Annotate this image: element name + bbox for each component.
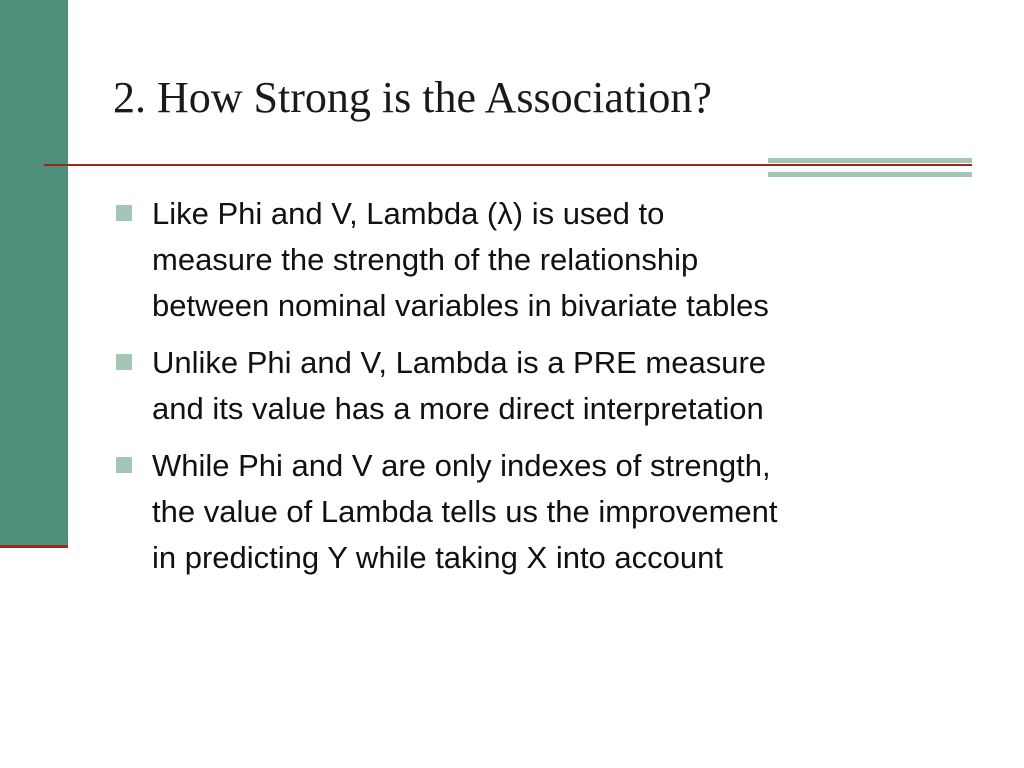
bullet-line: between nominal variables in bivariate tables <box>152 288 769 323</box>
accent-stripe-upper <box>768 158 972 163</box>
bullet-line: the value of Lambda tells us the improvement <box>152 494 778 529</box>
left-accent-underline <box>0 545 68 548</box>
accent-stripe-lower <box>768 172 972 177</box>
bullet-line: in predicting Y while taking X into account <box>152 540 723 575</box>
bullet-line: While Phi and V are only indexes of strength, <box>152 448 771 483</box>
bullet-line: Like Phi and V, Lambda (λ) is used to <box>152 196 665 231</box>
bullet-line: Unlike Phi and V, Lambda is a PRE measure <box>152 345 767 380</box>
bullet-line: and its value has a more direct interpretation <box>152 391 764 426</box>
bullet-item <box>116 340 996 432</box>
bullet-line: measure the strength of the relationship <box>152 242 699 277</box>
bullet-item <box>116 191 996 329</box>
square-bullet-icon <box>116 354 132 370</box>
bullet-item <box>116 443 996 581</box>
title-divider <box>44 164 972 166</box>
slide-title: 2. How Strong is the Association? <box>113 73 712 122</box>
left-accent-bar <box>0 0 68 545</box>
square-bullet-icon <box>116 205 132 221</box>
bullet-list <box>116 191 996 592</box>
square-bullet-icon <box>116 457 132 473</box>
